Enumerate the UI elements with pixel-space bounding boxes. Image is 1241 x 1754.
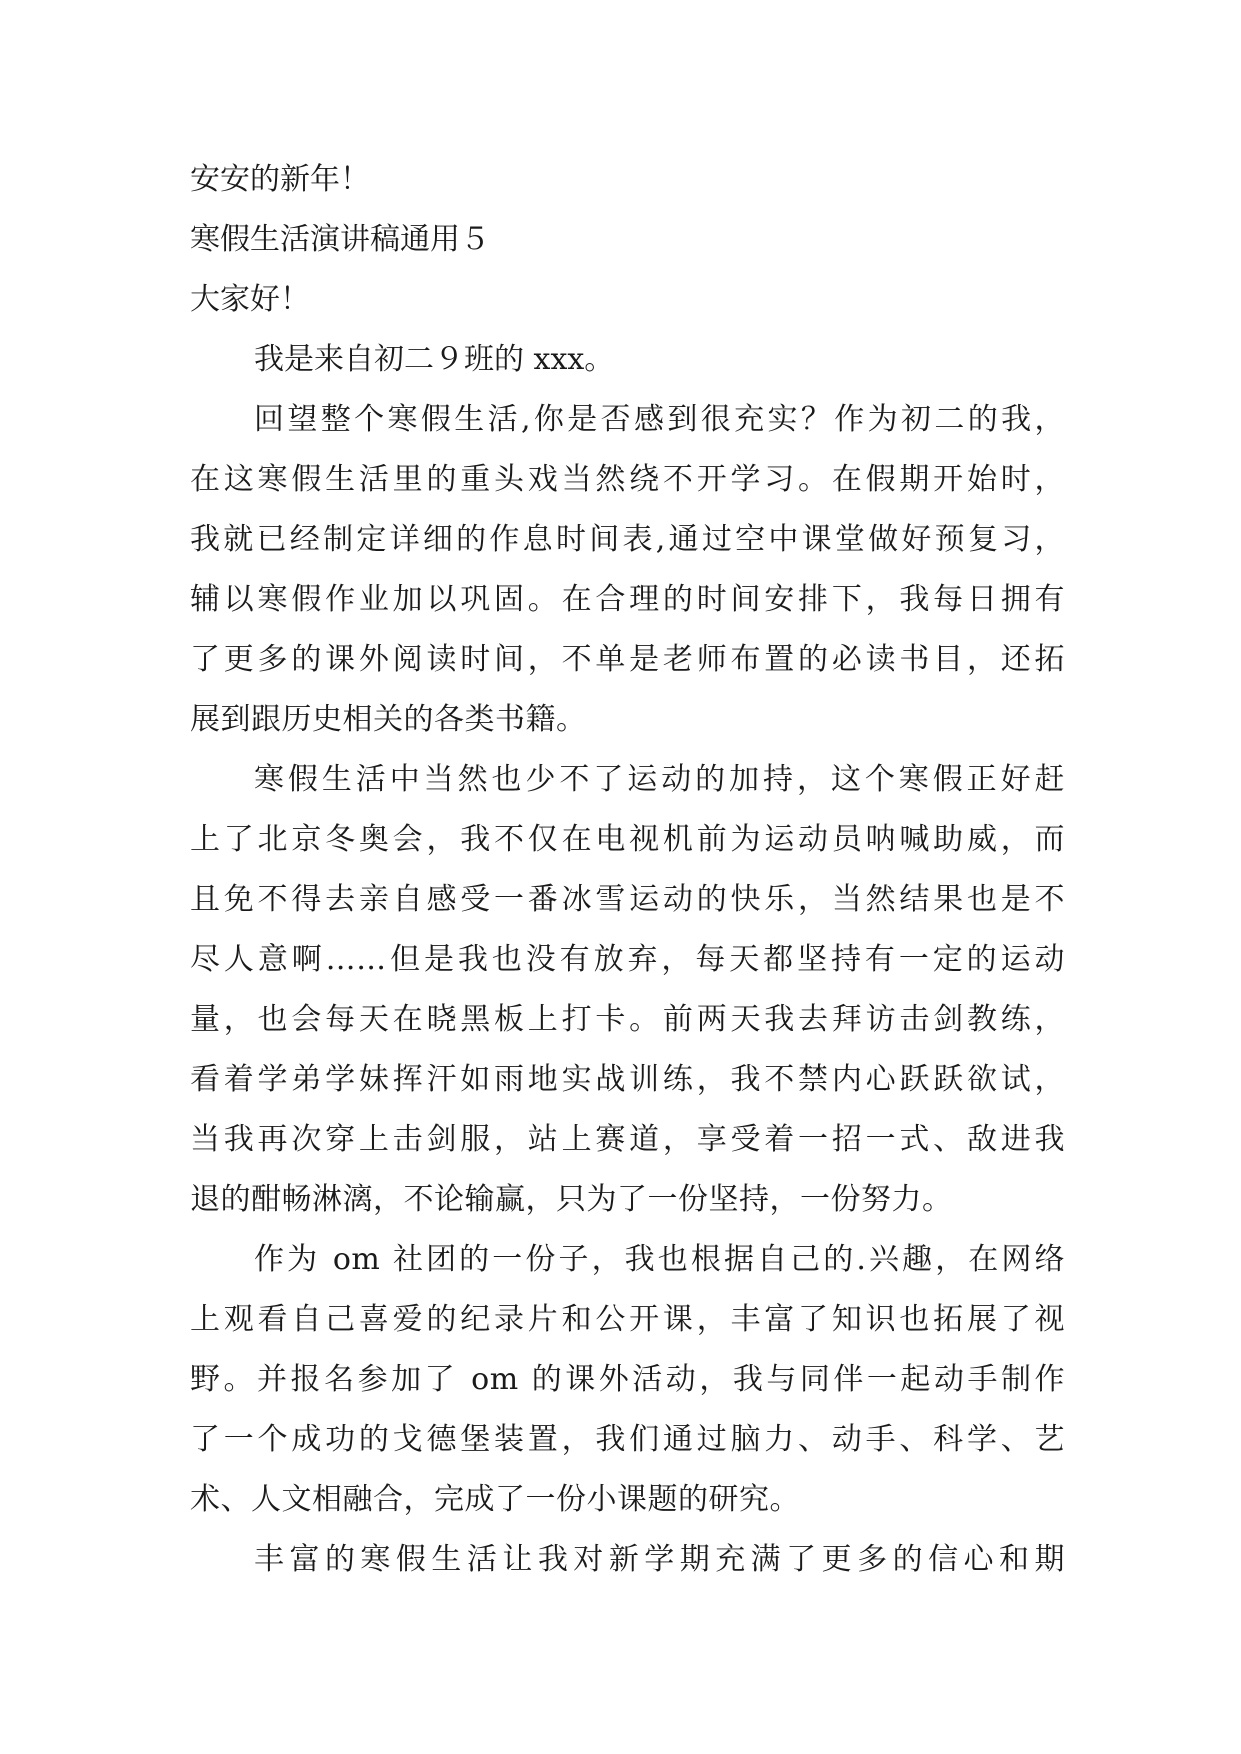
paragraph-line: 当我再次穿上击剑服，站上赛道，享受着一招一式、敌进我 <box>190 1122 1065 1157</box>
paragraph-line: 且免不得去亲自感受一番冰雪运动的快乐，当然结果也是不 <box>190 882 1065 917</box>
paragraph-line: 展到跟历史相关的各类书籍。 <box>190 702 587 737</box>
intro-line: 我是来自初二９班的 xxx。 <box>254 342 615 377</box>
paragraph-line: 术、人文相融合，完成了一份小课题的研究。 <box>190 1482 800 1517</box>
paragraph-line: 我就已经制定详细的作息时间表,通过空中课堂做好预复习， <box>190 522 1065 557</box>
paragraph-line: 寒假生活中当然也少不了运动的加持，这个寒假正好赶 <box>254 762 1065 797</box>
paragraph-line: 上了北京冬奥会，我不仅在电视机前为运动员呐喊助威，而 <box>190 822 1065 857</box>
paragraph-line: 量，也会每天在晓黑板上打卡。前两天我去拜访击剑教练， <box>190 1002 1065 1037</box>
closing-line: 安安的新年！ <box>190 162 370 197</box>
paragraph-line: 上观看自己喜爱的纪录片和公开课，丰富了知识也拓展了视 <box>190 1302 1065 1337</box>
paragraph-line: 尽人意啊……但是我也没有放弃，每天都坚持有一定的运动 <box>190 942 1065 977</box>
paragraph-line: 看着学弟学妹挥汗如雨地实战训练，我不禁内心跃跃欲试， <box>190 1062 1065 1097</box>
paragraph-4 <box>190 1537 1065 1583</box>
speech-title: 寒假生活演讲稿通用５ <box>190 222 490 257</box>
paragraphs-container <box>190 397 1065 1583</box>
paragraph-line: 作为 om 社团的一份子，我也根据自己的.兴趣，在网络 <box>254 1242 1065 1277</box>
paragraph-line: 退的酣畅淋漓，不论输赢，只为了一份坚持，一份努力。 <box>190 1182 953 1217</box>
paragraph-line: 野。并报名参加了 om 的课外活动，我与同伴一起动手制作 <box>190 1362 1065 1397</box>
paragraph-line: 回望整个寒假生活,你是否感到很充实？作为初二的我， <box>254 402 1065 437</box>
paragraph-line: 在这寒假生活里的重头戏当然绕不开学习。在假期开始时， <box>190 462 1065 497</box>
greeting-line: 大家好！ <box>190 282 310 317</box>
paragraph-line: 了一个成功的戈德堡装置，我们通过脑力、动手、科学、艺 <box>190 1422 1065 1457</box>
paragraph-line: 了更多的课外阅读时间，不单是老师布置的必读书目，还拓 <box>190 642 1065 677</box>
paragraph-1 <box>190 397 1065 743</box>
document-body <box>190 157 1065 1597</box>
paragraph-line: 丰富的寒假生活让我对新学期充满了更多的信心和期 <box>254 1542 1065 1577</box>
paragraph-3 <box>190 1237 1065 1523</box>
paragraph-line: 辅以寒假作业加以巩固。在合理的时间安排下，我每日拥有 <box>190 582 1065 617</box>
paragraph-2 <box>190 757 1065 1223</box>
